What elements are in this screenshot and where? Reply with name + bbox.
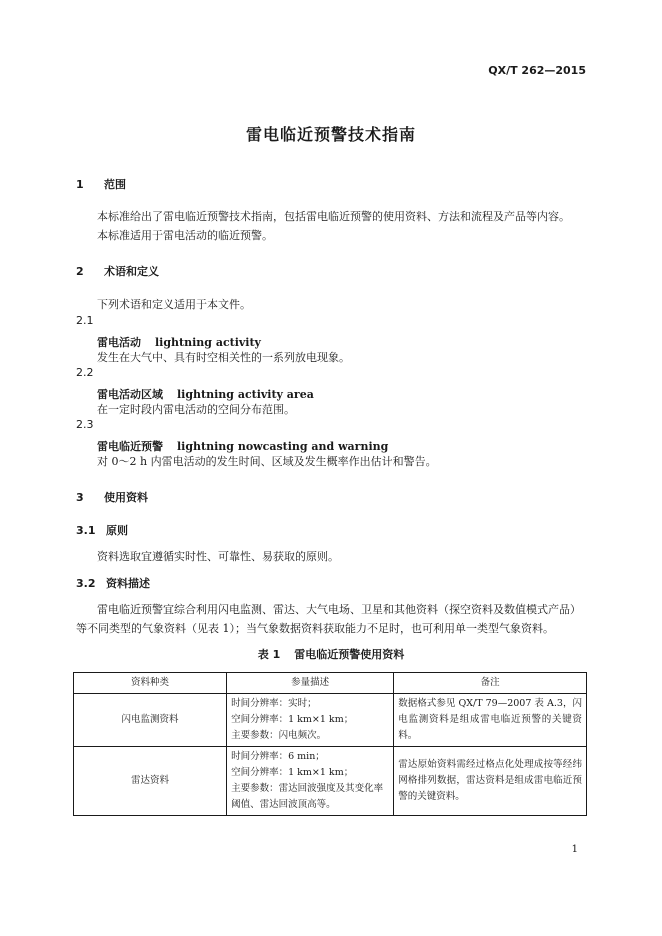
section-2-intro: 下列术语和定义适用于本文件。 bbox=[97, 298, 251, 311]
column-header: 资料种类 bbox=[74, 673, 227, 694]
parameter-line: 主要参数：闪电频次。 bbox=[231, 730, 327, 741]
table-title: 雷电临近预警使用资料 bbox=[294, 648, 405, 661]
section-title: 范围 bbox=[104, 178, 126, 191]
section-number: 2 bbox=[76, 265, 84, 278]
table-number: 表 1 bbox=[257, 648, 281, 661]
page-number: 1 bbox=[571, 844, 578, 855]
subsection-title: 资料描述 bbox=[106, 577, 150, 590]
table-row bbox=[74, 747, 587, 816]
term-chinese: 雷电活动 bbox=[97, 336, 141, 349]
parameter-cell bbox=[227, 747, 394, 816]
document-code: QX/T 262—2015 bbox=[488, 64, 586, 77]
parameter-line: 时间分辨率：实时； bbox=[231, 698, 317, 709]
subsection-3-1-heading bbox=[76, 522, 128, 538]
subsection-number: 3.2 bbox=[76, 577, 96, 590]
section-1-heading bbox=[76, 176, 126, 192]
term-english: lightning activity area bbox=[177, 388, 314, 401]
term-definition: 发生在大气中、具有时空相关性的一系列放电现象。 bbox=[97, 351, 350, 364]
section-number: 1 bbox=[76, 178, 84, 191]
note-cell: 数据格式参见 QX/T 79—2007 表 A.3，闪电监测资料是组成雷电临近预警的关键资料。 bbox=[394, 694, 587, 747]
section-title: 术语和定义 bbox=[104, 265, 159, 278]
table-header-row bbox=[74, 673, 587, 694]
term-number: 2.2 bbox=[76, 366, 94, 379]
column-header: 备注 bbox=[394, 673, 587, 694]
term-number: 2.1 bbox=[76, 314, 94, 327]
note-cell: 雷达原始资料需经过格点化处理成按等经纬网格排列数据，雷达资料是组成雷电临近预警的关键资料。 bbox=[394, 747, 587, 816]
section-3-heading bbox=[76, 489, 148, 505]
parameter-line: 时间分辨率：6 min； bbox=[231, 751, 325, 762]
parameter-line: 主要参数：雷达回波强度及其变化率 bbox=[231, 783, 384, 794]
term-english: lightning nowcasting and warning bbox=[177, 440, 389, 453]
parameter-line: 空间分辨率：1 km×1 km； bbox=[231, 714, 354, 725]
column-header: 参量描述 bbox=[227, 673, 394, 694]
subsection-3-2-text: 等不同类型的气象资料（见表 1）；当气象数据资料获取能力不足时，也可利用单一类型气象资料。 bbox=[76, 622, 554, 635]
table-row bbox=[74, 694, 587, 747]
section-2-heading bbox=[76, 263, 159, 279]
term-heading bbox=[97, 331, 261, 350]
section-1-paragraph: 本标准适用于雷电活动的临近预警。 bbox=[97, 229, 273, 242]
table-caption bbox=[0, 646, 662, 662]
term-heading bbox=[97, 383, 314, 402]
term-definition: 对 0～2 h 内雷电活动的发生时间、区域及发生概率作出估计和警告。 bbox=[97, 455, 437, 468]
page-title: 雷电临近预警技术指南 bbox=[245, 125, 416, 144]
parameter-line: 阈值、雷达回波顶高等。 bbox=[231, 799, 336, 810]
subsection-3-2-heading bbox=[76, 575, 150, 591]
section-1-paragraph: 本标准给出了雷电临近预警技术指南，包括雷电临近预警的使用资料、方法和流程及产品等内容。 bbox=[97, 210, 570, 223]
subsection-number: 3.1 bbox=[76, 524, 96, 537]
term-chinese: 雷电临近预警 bbox=[97, 440, 163, 453]
term-chinese: 雷电活动区域 bbox=[97, 388, 163, 401]
data-table bbox=[73, 672, 587, 816]
subsection-3-1-text: 资料选取宜遵循实时性、可靠性、易获取的原则。 bbox=[97, 550, 339, 563]
section-title: 使用资料 bbox=[104, 491, 148, 504]
parameter-cell bbox=[227, 694, 394, 747]
subsection-title: 原则 bbox=[106, 524, 128, 537]
parameter-line: 空间分辨率：1 km×1 km； bbox=[231, 767, 354, 778]
data-type-cell: 闪电监测资料 bbox=[74, 694, 227, 747]
subsection-3-2-text: 雷电临近预警宜综合利用闪电监测、雷达、大气电场、卫星和其他资料（探空资料及数值模式产品） bbox=[97, 603, 581, 616]
term-heading bbox=[97, 435, 388, 454]
term-number: 2.3 bbox=[76, 418, 94, 431]
data-type-cell: 雷达资料 bbox=[74, 747, 227, 816]
section-number: 3 bbox=[76, 491, 84, 504]
term-english: lightning activity bbox=[155, 336, 261, 349]
term-definition: 在一定时段内雷电活动的空间分布范围。 bbox=[97, 403, 295, 416]
